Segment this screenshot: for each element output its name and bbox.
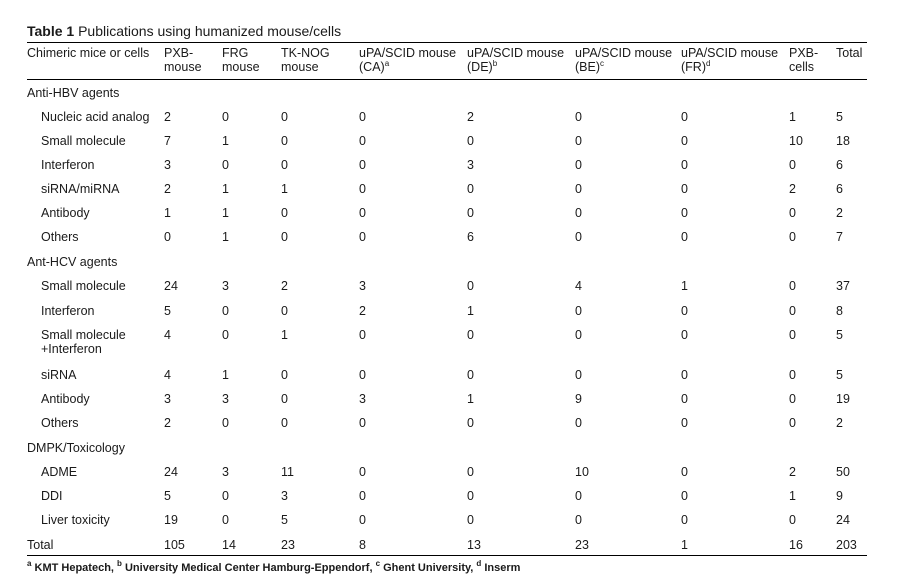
table-cell: 0: [281, 158, 288, 172]
table-top-rule: [27, 42, 867, 43]
table-cell: 1: [467, 392, 474, 406]
total-label: Total: [27, 538, 54, 552]
table-cell: 1: [222, 368, 229, 382]
table-cell: 0: [281, 206, 288, 220]
table-cell: 7: [164, 134, 171, 148]
table-cell: 5: [164, 489, 171, 503]
table-cell: 3: [467, 158, 474, 172]
table-cell: 1: [467, 304, 474, 318]
table-cell: 0: [467, 182, 474, 196]
footnote-text: KMT Hepatech,: [31, 562, 118, 574]
table-cell: 0: [789, 230, 796, 244]
footnote-marker: b: [117, 559, 122, 568]
table-cell: 3: [164, 158, 171, 172]
table-cell: 2: [836, 416, 843, 430]
table-label: Table 1: [27, 23, 75, 39]
table-cell: 0: [575, 416, 582, 430]
table-cell: 0: [164, 230, 171, 244]
table-cell: 0: [222, 304, 229, 318]
table-cell: 8: [836, 304, 843, 318]
column-header: uPA/SCID mouse (FR)$^d$: [681, 46, 779, 74]
table-cell: 0: [789, 368, 796, 382]
table-cell: 5: [836, 328, 843, 342]
table-cell: 3: [222, 279, 229, 293]
table-cell: 0: [575, 489, 582, 503]
table-cell: 0: [359, 206, 366, 220]
table-cell: 0: [222, 489, 229, 503]
section-label: Anti-HBV agents: [27, 86, 120, 100]
table-cell: 0: [359, 513, 366, 527]
total-cell: 14: [222, 538, 236, 552]
table-cell: 0: [789, 328, 796, 342]
footnote-marker: a: [27, 559, 32, 568]
table-cell: 11: [281, 465, 294, 479]
table-cell: 19: [164, 513, 178, 527]
table-cell: 0: [681, 110, 688, 124]
table-cell: 0: [789, 513, 796, 527]
table-cell: 0: [467, 465, 474, 479]
table-cell: 9: [575, 392, 582, 406]
table-cell: 0: [222, 416, 229, 430]
table-cell: 0: [222, 110, 229, 124]
table-cell: 5: [836, 368, 843, 382]
column-header: uPA/SCID mouse (DE)$^b$: [467, 46, 565, 74]
table-cell: 1: [681, 279, 688, 293]
table-cell: 3: [281, 489, 288, 503]
total-cell: 13: [467, 538, 481, 552]
footnote-marker: c: [375, 559, 381, 568]
row-label: Small molecule: [41, 279, 126, 293]
table-cell: 0: [681, 134, 688, 148]
table-cell: 0: [281, 392, 288, 406]
table-cell: 3: [359, 279, 366, 293]
table-caption: [27, 22, 341, 40]
table-cell: 0: [467, 489, 474, 503]
table-cell: 0: [681, 230, 688, 244]
table-cell: 5: [164, 304, 171, 318]
section-label: DMPK/Toxicology: [27, 441, 125, 455]
table-cell: 0: [575, 368, 582, 382]
column-header: Chimeric mice or cells: [27, 46, 150, 60]
table-cell: 6: [467, 230, 474, 244]
table-cell: 0: [681, 328, 688, 342]
table-cell: 1: [222, 230, 229, 244]
column-header: uPA/SCID mouse (CA)$^a$: [359, 46, 457, 74]
table-cell: 0: [359, 465, 366, 479]
table-cell: 0: [789, 304, 796, 318]
table-cell: 24: [836, 513, 850, 527]
table-cell: 0: [681, 206, 688, 220]
table-cell: 0: [222, 513, 229, 527]
table-cell: 0: [281, 304, 288, 318]
row-label: Others: [41, 416, 79, 430]
table-cell: 1: [281, 328, 288, 342]
table-cell: 0: [681, 465, 688, 479]
table-cell: 2: [359, 304, 366, 318]
row-label: siRNA/miRNA: [41, 182, 120, 196]
table-cell: 0: [575, 328, 582, 342]
table-cell: 2: [164, 110, 171, 124]
table-cell: 0: [467, 368, 474, 382]
table-cell: 19: [836, 392, 850, 406]
section-label: Ant-HCV agents: [27, 255, 118, 269]
table-cell: 6: [836, 158, 843, 172]
total-cell: 1: [681, 538, 688, 552]
table-cell: 0: [681, 392, 688, 406]
table-cell: 5: [836, 110, 843, 124]
table-cell: 1: [789, 110, 796, 124]
table-cell: 0: [789, 279, 796, 293]
table-cell: 10: [575, 465, 589, 479]
table-cell: 1: [164, 206, 171, 220]
table-cell: 4: [575, 279, 582, 293]
table-cell: 24: [164, 465, 178, 479]
row-label: ADME: [41, 465, 78, 479]
total-cell: 23: [575, 538, 589, 552]
table-cell: 0: [789, 206, 796, 220]
row-label: Interferon: [41, 304, 95, 318]
table-cell: 0: [281, 110, 288, 124]
column-header: PXB- mouse: [164, 46, 202, 74]
row-label: Nucleic acid analog: [41, 110, 150, 124]
table-cell: 5: [281, 513, 288, 527]
table-cell: 0: [681, 182, 688, 196]
table-cell: 0: [359, 368, 366, 382]
table-cell: 0: [575, 110, 582, 124]
table-cell: 2: [164, 416, 171, 430]
table-caption-text: Publications using humanized mouse/cells: [78, 23, 342, 39]
table-cell: 0: [467, 134, 474, 148]
table-cell: 0: [575, 134, 582, 148]
table-bottom-rule: [27, 555, 867, 556]
table-cell: 24: [164, 279, 178, 293]
table-cell: 0: [575, 230, 582, 244]
table-cell: 1: [789, 489, 796, 503]
row-label: Others: [41, 230, 79, 244]
table-cell: 0: [575, 304, 582, 318]
column-header: Total: [836, 46, 863, 60]
row-label: Antibody: [41, 392, 90, 406]
column-header: FRG mouse: [222, 46, 260, 74]
table-cell: 0: [681, 416, 688, 430]
row-label: siRNA: [41, 368, 77, 382]
row-label: Interferon: [41, 158, 95, 172]
row-label: Small molecule: [41, 134, 126, 148]
row-label: Liver toxicity: [41, 513, 110, 527]
table-cell: 0: [575, 206, 582, 220]
table-cell: 3: [359, 392, 366, 406]
table-cell: 2: [789, 465, 796, 479]
table-cell: 0: [467, 513, 474, 527]
total-cell: 16: [789, 538, 803, 552]
table-cell: 2: [467, 110, 474, 124]
table-cell: 7: [836, 230, 843, 244]
table-cell: 1: [281, 182, 288, 196]
table-cell: 0: [359, 158, 366, 172]
table-cell: 4: [164, 368, 171, 382]
table-cell: 0: [575, 182, 582, 196]
row-label: Small molecule +Interferon: [41, 328, 126, 356]
table-cell: 0: [467, 416, 474, 430]
row-label: DDI: [41, 489, 63, 503]
table-cell: 0: [359, 110, 366, 124]
table-cell: 0: [789, 392, 796, 406]
column-header: uPA/SCID mouse (BE)$^c$: [575, 46, 673, 74]
table-cell: 0: [359, 489, 366, 503]
table-cell: 0: [681, 368, 688, 382]
table-cell: 2: [836, 206, 843, 220]
table-cell: 0: [281, 416, 288, 430]
table-cell: 0: [681, 304, 688, 318]
table-cell: 9: [836, 489, 843, 503]
table-cell: 0: [467, 279, 474, 293]
total-cell: 8: [359, 538, 366, 552]
table-cell: 0: [575, 513, 582, 527]
table-cell: 2: [164, 182, 171, 196]
table-cell: 37: [836, 279, 850, 293]
table-cell: 4: [164, 328, 171, 342]
table-cell: 0: [359, 230, 366, 244]
table-cell: 0: [789, 416, 796, 430]
table-cell: 18: [836, 134, 850, 148]
footnote-marker: d: [476, 559, 482, 568]
footnote-text: Inserm: [481, 562, 521, 574]
table-cell: 0: [681, 158, 688, 172]
table-cell: 1: [222, 134, 229, 148]
table-cell: 10: [789, 134, 803, 148]
row-label: Antibody: [41, 206, 90, 220]
table-cell: 0: [681, 489, 688, 503]
table-cell: 1: [222, 182, 229, 196]
table-cell: 1: [222, 206, 229, 220]
column-header: TK-NOG mouse: [281, 46, 330, 74]
table-footnote: [27, 559, 521, 574]
table-cell: 2: [789, 182, 796, 196]
table-cell: 0: [575, 158, 582, 172]
table-cell: 0: [467, 328, 474, 342]
column-header: PXB- cells: [789, 46, 819, 74]
footnote-text: Ghent University,: [380, 562, 477, 574]
table-cell: 6: [836, 182, 843, 196]
table-cell: 0: [281, 230, 288, 244]
table-cell: 3: [222, 392, 229, 406]
table-cell: 0: [281, 368, 288, 382]
table-cell: 3: [222, 465, 229, 479]
table-cell: 0: [281, 134, 288, 148]
table-cell: 0: [359, 328, 366, 342]
total-cell: 105: [164, 538, 185, 552]
table-cell: 50: [836, 465, 850, 479]
table-cell: 0: [789, 158, 796, 172]
table-cell: 0: [222, 328, 229, 342]
footnote-text: University Medical Center Hamburg-Eppendorf,: [121, 562, 376, 574]
table-cell: 0: [359, 182, 366, 196]
header-bottom-rule: [27, 79, 867, 80]
table-cell: 0: [222, 158, 229, 172]
table-cell: 0: [359, 416, 366, 430]
table-cell: 0: [467, 206, 474, 220]
total-cell: 203: [836, 538, 857, 552]
table-cell: 2: [281, 279, 288, 293]
table-cell: 3: [164, 392, 171, 406]
table-cell: 0: [359, 134, 366, 148]
total-cell: 23: [281, 538, 295, 552]
table-cell: 0: [681, 513, 688, 527]
